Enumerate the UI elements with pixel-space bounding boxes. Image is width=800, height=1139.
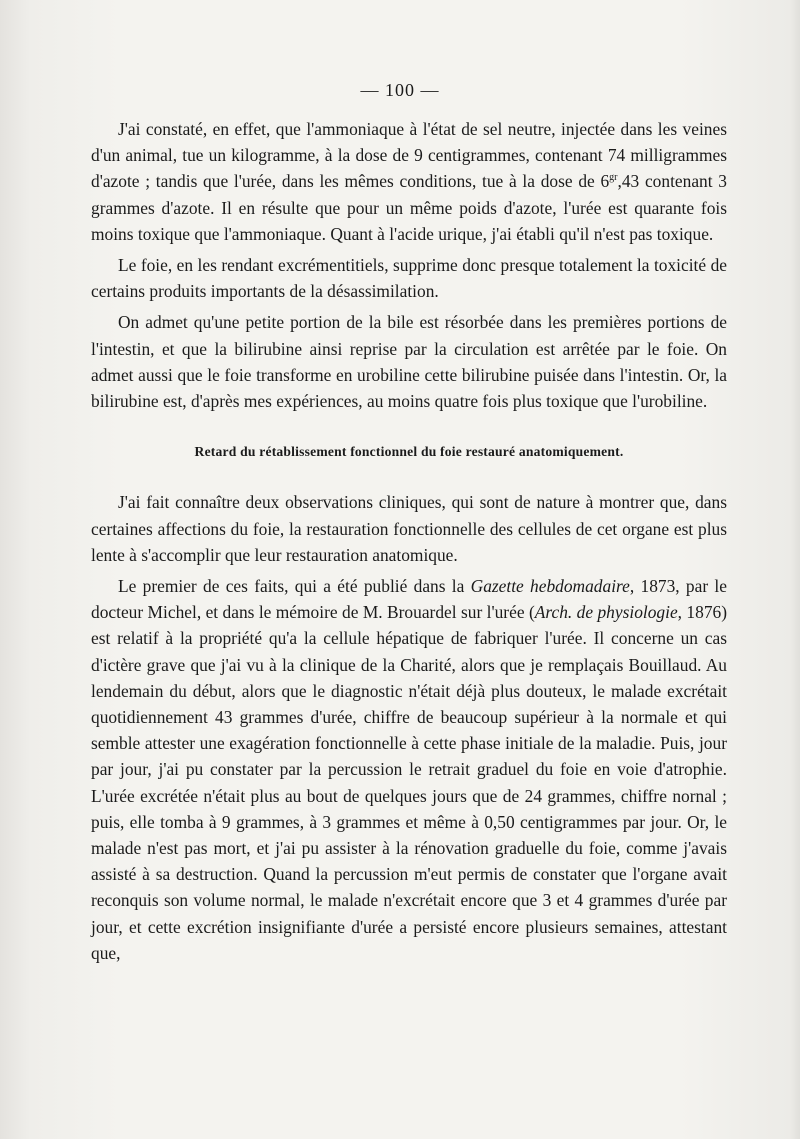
paragraph-case xyxy=(91,573,727,966)
case-text-b: , 1873, par le docteur Michel, et dans le mémoire de M. Brouardel sur l'urée ( xyxy=(91,576,727,623)
journal-gazette: Gazette hebdomadaire xyxy=(470,576,630,597)
paragraph-bile: On admet qu'une petite portion de la bile est résorbée dans les premières portions de l'intestin, et que la bilirubine ainsi reprise par la circulation est arrêtée par le foie. On admet aussi que le foie transforme en urobiline cette bilirubine puisée dans l'intestin. Or, la bilirubine est, d'après mes expériences, au moins quatre fois plus toxique que l'urobiline. xyxy=(91,312,727,412)
body-text xyxy=(91,116,727,971)
case-text-c: , 1876) est relatif à la propriété qu'a la cellule hépatique de fabriquer l'urée. Il concerne un cas d'ictère grave que j'ai vu à la clinique de la Charité, alors que je remplaçais Bouillaud. Au lendemain du début, alors que le diagnostic n'était déjà plus douteux, le malade excrétait quotidiennement 43 grammes d'urée, chiffre de beaucoup supérieur à la normale et qui semble attester une exagération fonctionnelle à cette phase initiale de la maladie. Puis, jour par jour, j'ai pu constater par la percussion le retrait graduel du foie en voie d'atrophie. L'urée excrétée n'était plus au bout de quelques jours que de 24 grammes, chiffre nornal ; puis, elle tomba à 9 grammes, à 3 grammes et même à 0,50 centigrammes par jour. Or, le malade n'est pas mort, et j'ai pu assister à la rénovation graduelle du foie, comme j'avais assisté à sa destruction. Quand la percussion m'eut permis de constater que l'organe avait reconquis son volume normal, le malade n'excrétait encore que 3 et 4 grammes d'urée par jour, et cette excrétion insignifiante d'urée a persisté encore plusieurs semaines, attestant que, xyxy=(91,602,728,963)
journal-archives: Arch. de physiologie xyxy=(534,602,678,623)
page-number: — 100 — xyxy=(360,80,440,100)
case-text-a: Le premier de ces faits, qui a été publié dans la xyxy=(118,576,471,597)
paragraph-liver: Le foie, en les rendant excrémentitiels, supprime donc presque totalement la toxicité de certains produits importants de la désassimilation. xyxy=(91,255,727,302)
paragraph-ammonia-end: ,43 contenant 3 grammes d'azote. Il en résulte que pour un même poids d'azote, l'urée est quarante fois moins toxique que l'ammoniaque. Quant à l'acide urique, j'ai établi qu'il n'est pas toxique. xyxy=(91,171,727,244)
paragraph-observations: J'ai fait connaître deux observations cliniques, qui sont de nature à montrer que, dans certaines affections du foie, la restauration fonctionnelle des cellules de cet organe est plus lente à s'accomplir que leur restauration anatomique. xyxy=(91,492,727,565)
section-heading: Retard du rétablissement fonctionnel du foie restauré anatomiquement. xyxy=(194,444,624,460)
paragraph-ammonia-start: J'ai constaté, en effet, que l'ammoniaque à l'état de sel neutre, injectée dans les veines d'un animal, tue un kilogramme, à la dose de 9 centigrammes, contenant 74 milligrammes d'azote ; tandis que l'urée, dans les mêmes conditions, tue à la dose de 6 xyxy=(91,119,727,192)
gram-superscript: gr xyxy=(609,172,618,184)
paragraph-ammonia xyxy=(91,116,727,247)
